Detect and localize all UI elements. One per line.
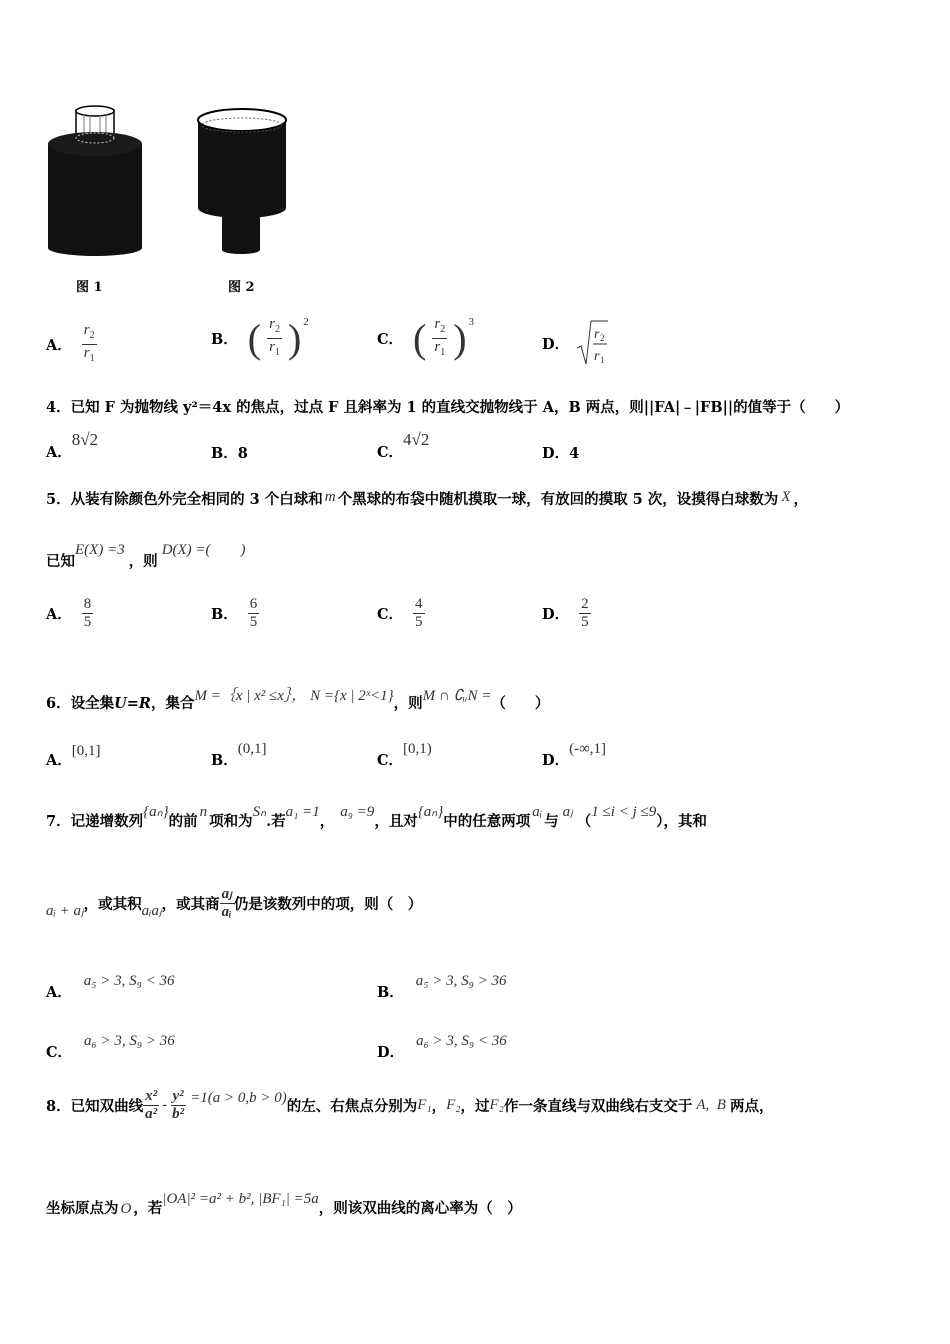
universal-set: U=R — [114, 695, 151, 712]
text: ，过 — [460, 1098, 490, 1115]
sum-sn: Sₙ — [252, 804, 267, 820]
option-label: C． — [377, 331, 404, 348]
q4-option-d[interactable]: D．4 — [542, 445, 580, 462]
q7-option-a[interactable] — [46, 970, 174, 1002]
text: （ ） — [491, 695, 550, 712]
ratio-r2-r1: $\frac{r_2}{r_1}$ — [269, 316, 280, 358]
denominator: 5 — [83, 614, 92, 630]
fraction-y2-b2 — [170, 1088, 186, 1123]
text: （ — [576, 813, 592, 830]
q7-stem-line1 — [46, 802, 707, 831]
product-expression: aᵢaⱼ — [141, 903, 162, 919]
sets-m-n: M =｛x | x² ≤x｝， N ={x | 2ˣ<1} — [194, 688, 394, 704]
q7-stem-line2 — [46, 886, 422, 921]
focus-f2: F₂ — [489, 1097, 504, 1113]
option-value: [0,1] — [71, 743, 101, 759]
q3-option-b[interactable] — [211, 316, 309, 361]
focus-f2: F₂ — [446, 1097, 461, 1113]
option-value: a₆ > 3, S₉ > 36 — [84, 1033, 175, 1049]
option-label: D． — [542, 606, 570, 623]
origin-o: O — [120, 1201, 132, 1217]
sum-expression: aᵢ + aⱼ — [46, 903, 84, 919]
text: 项和为 — [209, 813, 253, 830]
option-label: B． — [211, 606, 238, 623]
option-value: 4√2 — [403, 430, 430, 449]
q3-option-c[interactable] — [377, 316, 474, 361]
denominator: 5 — [415, 614, 423, 630]
var-x: X — [781, 489, 791, 505]
set-expression: M ∩ ∁ᵤN = — [422, 688, 492, 704]
option-label: C． — [377, 752, 404, 769]
denominator: a² — [145, 1106, 158, 1122]
svg-text:1: 1 — [600, 355, 605, 365]
text: 的左、右焦点分别为 — [286, 1098, 418, 1115]
q7-option-d[interactable] — [377, 1030, 507, 1062]
q3-option-d[interactable] — [542, 318, 609, 368]
option-fraction — [248, 596, 260, 631]
text: 7．记递增数列 — [46, 813, 144, 830]
text: ， — [319, 813, 335, 830]
a9: a₉ =9 — [340, 804, 375, 820]
denominator: 5 — [249, 614, 258, 630]
text: ，或其积 — [83, 896, 142, 913]
q5-options — [46, 596, 646, 646]
sequence: {aₙ} — [417, 804, 444, 820]
var-m: m — [324, 489, 336, 505]
text: 坐标原点为 — [46, 1200, 119, 1217]
q6-option-d[interactable] — [542, 738, 606, 770]
q5-option-b[interactable] — [211, 596, 259, 631]
paren-right: ) — [453, 315, 467, 361]
figure-2-cylinder — [192, 104, 292, 256]
q7-option-c[interactable] — [46, 1030, 175, 1062]
aj: aⱼ — [562, 804, 573, 820]
numerator: 8 — [83, 596, 92, 612]
option-value: 8√2 — [71, 430, 99, 449]
q3-option-a[interactable] — [46, 322, 97, 367]
q8-stem-line1 — [46, 1088, 773, 1123]
expr-dx: D(X) =( ) — [161, 542, 246, 558]
q4-stem: 4．已知 F 为抛物线 y²＝4x 的焦点，过点 F 且斜率为 1 的直线交抛物线于 A，B 两点，则||FA|﹣|FB||的值等于（ ） — [46, 399, 850, 416]
q4-option-a[interactable] — [46, 430, 98, 462]
focus-f1: F₁ — [417, 1097, 432, 1113]
exponent-2: 2 — [303, 316, 309, 328]
figure-1-cylinder — [40, 104, 150, 256]
text: 已知 — [46, 553, 75, 570]
numerator: x² — [145, 1088, 158, 1104]
figure-1-caption: 图 1 — [76, 280, 103, 295]
minus-sign: - — [162, 1097, 168, 1113]
option-label: A． — [46, 984, 72, 1001]
text: 8．已知双曲线 — [46, 1098, 144, 1115]
numerator: aⱼ — [221, 886, 232, 902]
q6-option-b[interactable] — [211, 738, 267, 770]
text: 与 — [544, 813, 559, 830]
q7-option-b[interactable] — [377, 970, 506, 1002]
text: 的前 — [168, 813, 198, 830]
var-n: n — [199, 804, 208, 820]
text: ，且对 — [374, 813, 418, 830]
numerator: 4 — [415, 596, 423, 612]
denominator: 5 — [581, 614, 589, 630]
q6-option-a[interactable] — [46, 740, 101, 770]
fraction-x2-a2 — [143, 1088, 159, 1123]
option-value: (0,1] — [237, 741, 267, 757]
sequence: {aₙ} — [143, 804, 169, 820]
option-label: A． — [46, 337, 72, 354]
option-label: B． — [211, 752, 238, 769]
q5-stem-line2 — [46, 538, 246, 571]
option-label: D． — [377, 1044, 405, 1061]
option-value: (-∞,1] — [569, 741, 607, 757]
text: ），其和 — [656, 813, 707, 830]
equation-rhs: =1(a > 0,b > 0) — [190, 1090, 287, 1106]
text: ，集合 — [150, 695, 195, 712]
condition-expression: |OA|² =a² + b², |BF₁| =5a — [162, 1191, 319, 1207]
text: ，则 — [128, 553, 158, 570]
option-label: A． — [46, 606, 72, 623]
text: .若 — [266, 813, 286, 830]
option-label: D． — [542, 335, 570, 353]
ai: aᵢ — [532, 804, 543, 820]
numerator: 6 — [249, 596, 258, 612]
numerator: 2 — [581, 596, 589, 612]
option-label: A． — [46, 752, 72, 769]
denominator: aᵢ — [221, 904, 232, 920]
figure-2-caption: 图 2 — [228, 280, 255, 295]
option-label: D． — [542, 752, 570, 769]
option-value: a₅ > 3, S₉ < 36 — [83, 973, 175, 989]
text: 6．设全集 — [46, 695, 115, 712]
a1: a₁ =1 — [285, 804, 320, 820]
q6-stem — [46, 684, 549, 713]
text: ，或其商 — [161, 896, 220, 913]
points-ab: A, B — [696, 1097, 726, 1113]
text: 个黑球的布袋中随机摸取一球，有放回的摸取 5 次，设摸得白球数为 — [337, 491, 779, 508]
option-label: A． — [46, 444, 72, 461]
svg-text:r: r — [594, 327, 600, 342]
option-fraction — [579, 596, 591, 631]
q4-option-c[interactable] — [377, 430, 429, 462]
denominator: b² — [172, 1106, 185, 1122]
q5-stem-line1 — [46, 488, 808, 509]
option-value: a₅ > 3, S₉ > 36 — [415, 973, 507, 989]
q6-option-c[interactable] — [377, 738, 432, 770]
svg-text:2: 2 — [600, 333, 605, 343]
q5-option-c[interactable] — [377, 596, 425, 631]
q5-option-d[interactable] — [542, 596, 591, 631]
option-fraction — [413, 596, 425, 631]
numerator: y² — [172, 1088, 184, 1104]
option-fraction — [82, 596, 94, 631]
option-label: C． — [46, 1044, 73, 1061]
paren-left: ( — [247, 315, 262, 361]
option-label: B． — [377, 984, 404, 1001]
ratio-r2-r1: $\frac{r_2}{r_1}$ — [434, 316, 446, 358]
q8-stem-line2 — [46, 1190, 522, 1218]
option-label: C． — [377, 444, 404, 461]
quotient-fraction — [220, 886, 234, 921]
text: 两点， — [729, 1098, 774, 1115]
text: ， — [431, 1098, 447, 1115]
index-range: 1 ≤i < j ≤9 — [591, 804, 657, 820]
text: ，若 — [133, 1200, 163, 1217]
expr-ex: E(X) =3 — [75, 542, 125, 558]
sqrt-ratio-r2-r1 — [575, 318, 609, 368]
option-value: [0,1) — [403, 741, 432, 757]
text: 5．从装有除颜色外完全相同的 3 个白球和 — [46, 491, 323, 508]
option-label: B． — [211, 331, 238, 348]
option-label: C． — [377, 606, 404, 623]
exponent-3: 3 — [468, 316, 475, 328]
text: 仍是该数列中的项，则（ ） — [233, 896, 423, 913]
q4-option-b[interactable]: B．8 — [211, 445, 248, 462]
svg-text:r: r — [594, 349, 600, 364]
text: 中的任意两项 — [443, 813, 531, 830]
paren-left: ( — [413, 315, 427, 361]
paren-right: ) — [287, 315, 302, 361]
text: ， — [793, 491, 808, 508]
text: 作一条直线与双曲线右支交于 — [503, 1098, 693, 1115]
option-value: a₆ > 3, S₉ < 36 — [416, 1033, 507, 1049]
q5-option-a[interactable] — [46, 596, 93, 631]
ratio-r2-r1: $\frac{r_2}{r_1}$ — [83, 322, 95, 364]
text: ，则该双曲线的离心率为（ ） — [318, 1200, 522, 1217]
text: ，则 — [393, 695, 423, 712]
